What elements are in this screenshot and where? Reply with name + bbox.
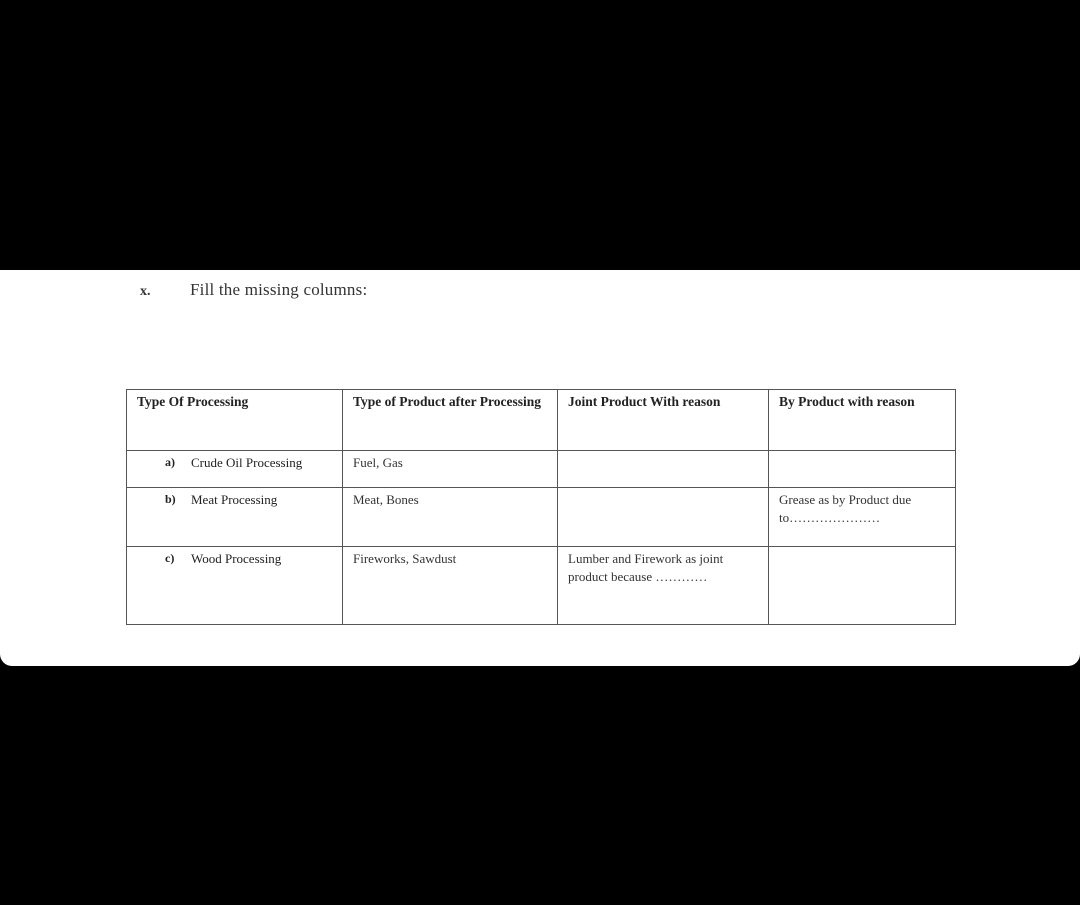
- header-type-of-processing: Type Of Processing: [127, 390, 343, 451]
- product-cell: [343, 488, 558, 547]
- joint-product-cell[interactable]: [558, 451, 769, 488]
- type-cell: [127, 547, 343, 625]
- joint-product-text: Lumber and Firework as joint product because …………: [568, 551, 724, 584]
- table-row: [127, 488, 956, 547]
- row-enumerator: a): [165, 455, 175, 469]
- by-product-cell[interactable]: [769, 547, 956, 625]
- product-cell: [343, 451, 558, 488]
- document-page: [0, 270, 1080, 666]
- type-cell: [127, 451, 343, 488]
- question-heading: [140, 280, 367, 300]
- table-row: [127, 451, 956, 488]
- header-joint-product: Joint Product With reason: [558, 390, 769, 451]
- product-text: Fireworks, Sawdust: [353, 551, 457, 566]
- header-by-product: By Product with reason: [769, 390, 956, 451]
- joint-product-cell[interactable]: [558, 547, 769, 625]
- by-product-cell[interactable]: [769, 451, 956, 488]
- by-product-text: Grease as by Product due to…………………: [779, 492, 912, 525]
- row-enumerator: c): [165, 551, 175, 565]
- product-cell: [343, 547, 558, 625]
- product-text: Meat, Bones: [353, 492, 419, 507]
- product-text: Fuel, Gas: [353, 455, 403, 470]
- processing-table: [126, 389, 956, 625]
- processing-type: Meat Processing: [191, 492, 278, 507]
- processing-type: Wood Processing: [191, 551, 282, 566]
- by-product-cell[interactable]: [769, 488, 956, 547]
- question-text: Fill the missing columns:: [190, 280, 368, 299]
- joint-product-cell[interactable]: [558, 488, 769, 547]
- table-header-row: [127, 390, 956, 451]
- type-cell: [127, 488, 343, 547]
- question-number: x.: [140, 284, 151, 299]
- table-row: [127, 547, 956, 625]
- header-type-of-product: Type of Product after Processing: [343, 390, 558, 451]
- processing-type: Crude Oil Processing: [191, 455, 303, 470]
- row-enumerator: b): [165, 492, 176, 506]
